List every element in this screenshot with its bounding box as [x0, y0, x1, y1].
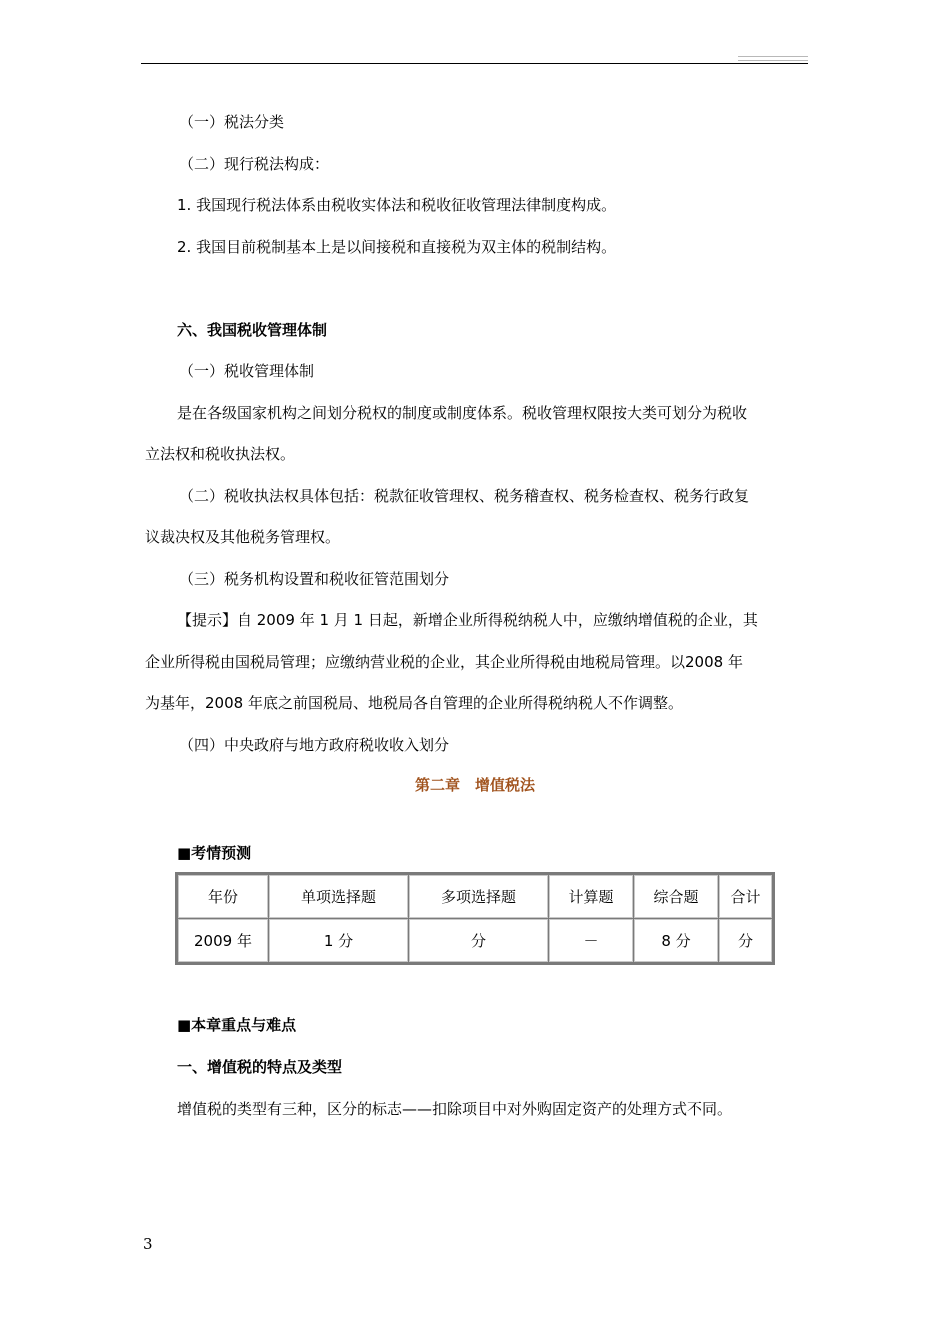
text-line: 是在各级国家机构之间划分税权的制度或制度体系。税收管理权限按大类可划分为税收 — [177, 404, 748, 422]
text-line: （二）税收执法权具体包括：税款征收管理权、税务稽查权、税务检查权、税务行政复 — [179, 487, 750, 505]
text-line: （四）中央政府与地方政府税收收入划分 — [179, 736, 450, 754]
table-header-row — [178, 875, 772, 918]
text-line: 1. 我国现行税法体系由税收实体法和税收征收管理法律制度构成。 — [177, 196, 617, 214]
table-cell: 分 — [409, 919, 548, 962]
text-line: 立法权和税收执法权。 — [145, 445, 296, 463]
table-cell: 8 分 — [634, 919, 718, 962]
table-header-cell: 多项选择题 — [409, 875, 548, 918]
page-number: 3 — [143, 1235, 153, 1253]
table-cell: 2009 年 — [178, 919, 268, 962]
table-header-cell: 年份 — [178, 875, 268, 918]
header-decoration-line — [738, 60, 808, 61]
table-cell: 分 — [719, 919, 772, 962]
text-line: （一）税法分类 — [179, 113, 285, 131]
table-row — [178, 919, 772, 962]
section-key-points: ■本章重点与难点 — [177, 1016, 297, 1034]
text-line: （三）税务机构设置和税收征管范围划分 — [179, 570, 450, 588]
text-line: 议裁决权及其他税务管理权。 — [145, 528, 341, 546]
text-line: 【提示】自 2009 年 1 月 1 日起，新增企业所得税纳税人中，应缴纳增值税的企业，其 — [177, 611, 758, 629]
table-cell: 1 分 — [269, 919, 408, 962]
table-header-cell: 单项选择题 — [269, 875, 408, 918]
exam-score-table — [175, 872, 775, 965]
section-heading-vat: 一、增值税的特点及类型 — [177, 1058, 343, 1076]
text-line: （一）税收管理体制 — [179, 362, 315, 380]
table-header-cell: 综合题 — [634, 875, 718, 918]
section-exam-forecast: ■考情预测 — [177, 844, 252, 862]
text-line: 2. 我国目前税制基本上是以间接税和直接税为双主体的税制结构。 — [177, 238, 617, 256]
header-rule — [141, 63, 808, 64]
table-header-cell: 合计 — [719, 875, 772, 918]
text-line: 增值税的类型有三种，区分的标志——扣除项目中对外购固定资产的处理方式不同。 — [177, 1100, 733, 1118]
section-heading: 六、我国税收管理体制 — [177, 321, 328, 339]
table-header-cell: 计算题 — [549, 875, 633, 918]
chapter-title: 第二章 增值税法 — [414, 776, 535, 794]
text-line: 企业所得税由国税局管理；应缴纳营业税的企业，其企业所得税由地税局管理。以2008 年 — [145, 653, 743, 671]
header-decoration-line — [738, 56, 808, 57]
table-cell: － — [549, 919, 633, 962]
text-line: （二）现行税法构成： — [179, 155, 330, 173]
text-line: 为基年，2008 年底之前国税局、地税局各自管理的企业所得税纳税人不作调整。 — [145, 694, 683, 712]
